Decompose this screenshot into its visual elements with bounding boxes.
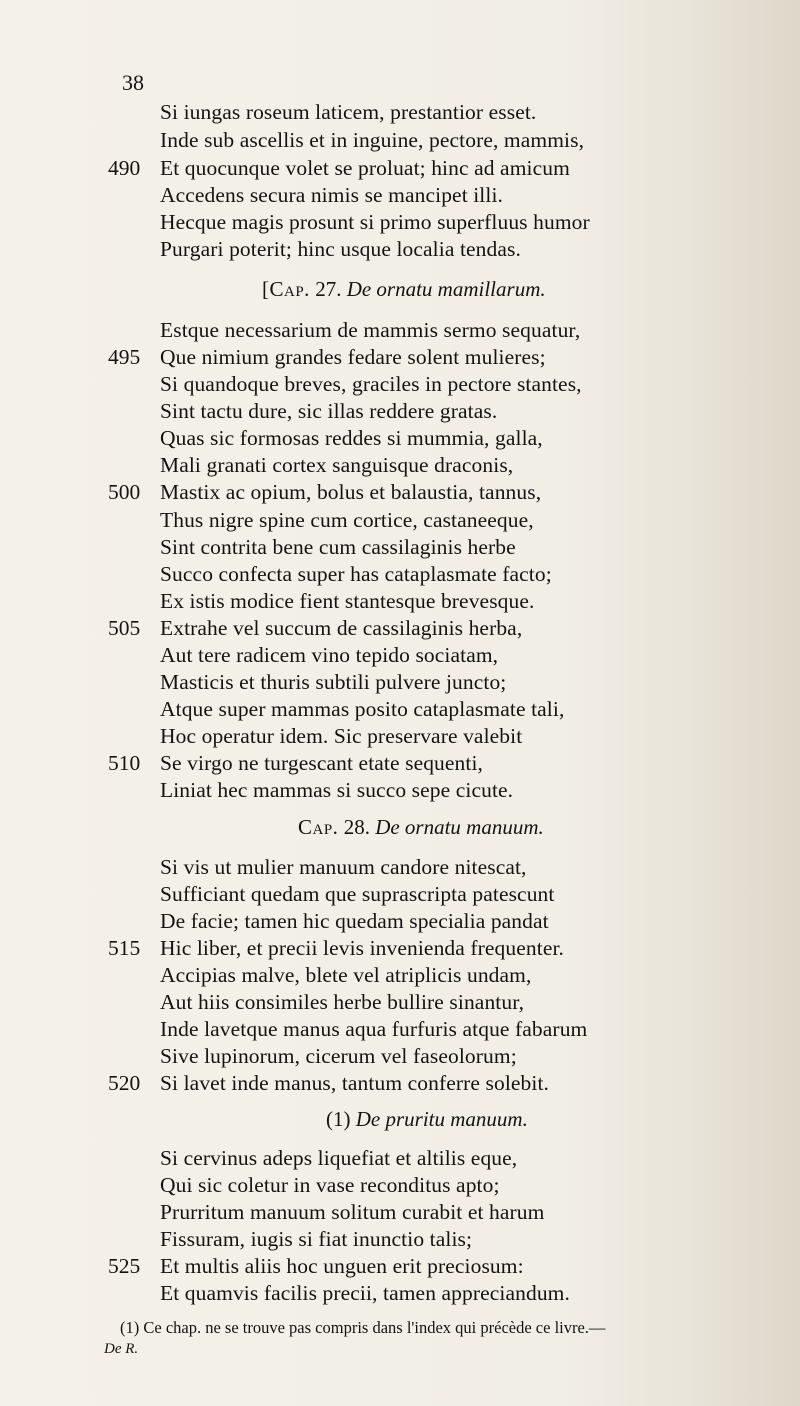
verse-line: Quas sic formosas reddes si mummia, galla, [160, 426, 543, 450]
verse-line: Mali granati cortex sanguisque draconis, [160, 453, 514, 477]
verse-line: De facie; tamen hic quedam specialia pandat [160, 909, 549, 933]
line-number: 495 [108, 345, 141, 369]
chapter-number: 28. [343, 815, 370, 839]
verse-line: Et quocunque volet se proluat; hinc ad amicum [160, 156, 570, 180]
verse-line: Et quamvis facilis precii, tamen appreciandum. [160, 1281, 570, 1305]
line-number: 505 [108, 616, 141, 640]
verse-line: Fissuram, iugis si fiat inunctio talis; [160, 1227, 473, 1251]
verse-line: Inde lavetque manus aqua furfuris atque fabarum [160, 1017, 588, 1041]
section-title: De pruritu manuum. [355, 1107, 528, 1131]
verse-line: Purgari poterit; hinc usque localia tendas. [160, 237, 521, 261]
verse-line: Prurritum manuum solitum curabit et harum [160, 1200, 545, 1224]
verse-line: Hecque magis prosunt si primo superfluus humor [160, 210, 590, 234]
chapter-title: De ornatu manuum. [375, 815, 544, 839]
chapter-prefix: Cap. [298, 815, 339, 839]
verse-line: Atque super mammas posito cataplasmate tali, [160, 697, 565, 721]
verse-line: Accipias malve, blete vel atriplicis undam, [160, 963, 532, 987]
verse-line: Aut hiis consimiles herbe bullire sinantur, [160, 990, 525, 1014]
verse-line: Sufficiant quedam que suprascripta patescunt [160, 882, 555, 906]
verse-line: Aut tere radicem vino tepido sociatam, [160, 643, 499, 667]
line-number: 515 [108, 936, 141, 960]
footnote-signature: De R. [104, 1341, 139, 1357]
verse-line: Masticis et thuris subtili pulvere juncto; [160, 670, 507, 694]
chapter-number: 27. [315, 277, 342, 301]
verse-line: Hoc operatur idem. Sic preservare valebit [160, 724, 523, 748]
verse-line: Sive lupinorum, cicerum vel faseolorum; [160, 1044, 517, 1068]
verse-line: Sint tactu dure, sic illas reddere gratas. [160, 399, 498, 423]
chapter-heading [298, 815, 544, 840]
chapter-title: De ornatu mamillarum. [346, 277, 546, 301]
verse-line: Si quandoque breves, graciles in pectore stantes, [160, 372, 582, 396]
line-number: 520 [108, 1071, 141, 1095]
footnote-mark: (1) [326, 1107, 351, 1131]
verse-line: Et multis aliis hoc unguen erit preciosum: [160, 1254, 524, 1278]
section-heading [326, 1107, 528, 1132]
line-number: 525 [108, 1254, 141, 1278]
page-number: 38 [122, 70, 144, 95]
verse-line: Hic liber, et precii levis invenienda frequenter. [160, 936, 565, 960]
footnote: (1) Ce chap. ne se trouve pas compris dans l'index qui précède ce livre.— [120, 1318, 606, 1337]
verse-line: Qui sic coletur in vase reconditus apto; [160, 1173, 500, 1197]
verse-line: Si vis ut mulier manuum candore nitescat, [160, 855, 527, 879]
line-number: 490 [108, 156, 141, 180]
verse-line: Extrahe vel succum de cassilaginis herba, [160, 616, 523, 640]
verse-line: Se virgo ne turgescant etate sequenti, [160, 751, 484, 775]
verse-line: Liniat hec mammas si succo sepe cicute. [160, 778, 514, 802]
verse-line: Que nimium grandes fedare solent mulieres; [160, 345, 546, 369]
verse-line: Si cervinus adeps liquefiat et altilis eque, [160, 1146, 518, 1170]
verse-line: Estque necessarium de mammis sermo sequatur, [160, 318, 581, 342]
verse-line: Mastix ac opium, bolus et balaustia, tannus, [160, 480, 542, 504]
chapter-heading [262, 277, 546, 302]
verse-line: Succo confecta super has cataplasmate facto; [160, 562, 552, 586]
verse-line: Ex istis modice fient stantesque brevesque. [160, 589, 535, 613]
verse-line: Thus nigre spine cum cortice, castaneeque, [160, 508, 534, 532]
verse-line: Sint contrita bene cum cassilaginis herbe [160, 535, 516, 559]
line-number: 500 [108, 480, 141, 504]
verse-line: Si lavet inde manus, tantum conferre solebit. [160, 1071, 550, 1095]
verse-line: Accedens secura nimis se mancipet illi. [160, 183, 504, 207]
line-number: 510 [108, 751, 141, 775]
verse-line: Inde sub ascellis et in inguine, pectore, mammis, [160, 128, 585, 152]
chapter-prefix: [Cap. [262, 277, 310, 301]
verse-line: Si iungas roseum laticem, prestantior esset. [160, 100, 537, 124]
